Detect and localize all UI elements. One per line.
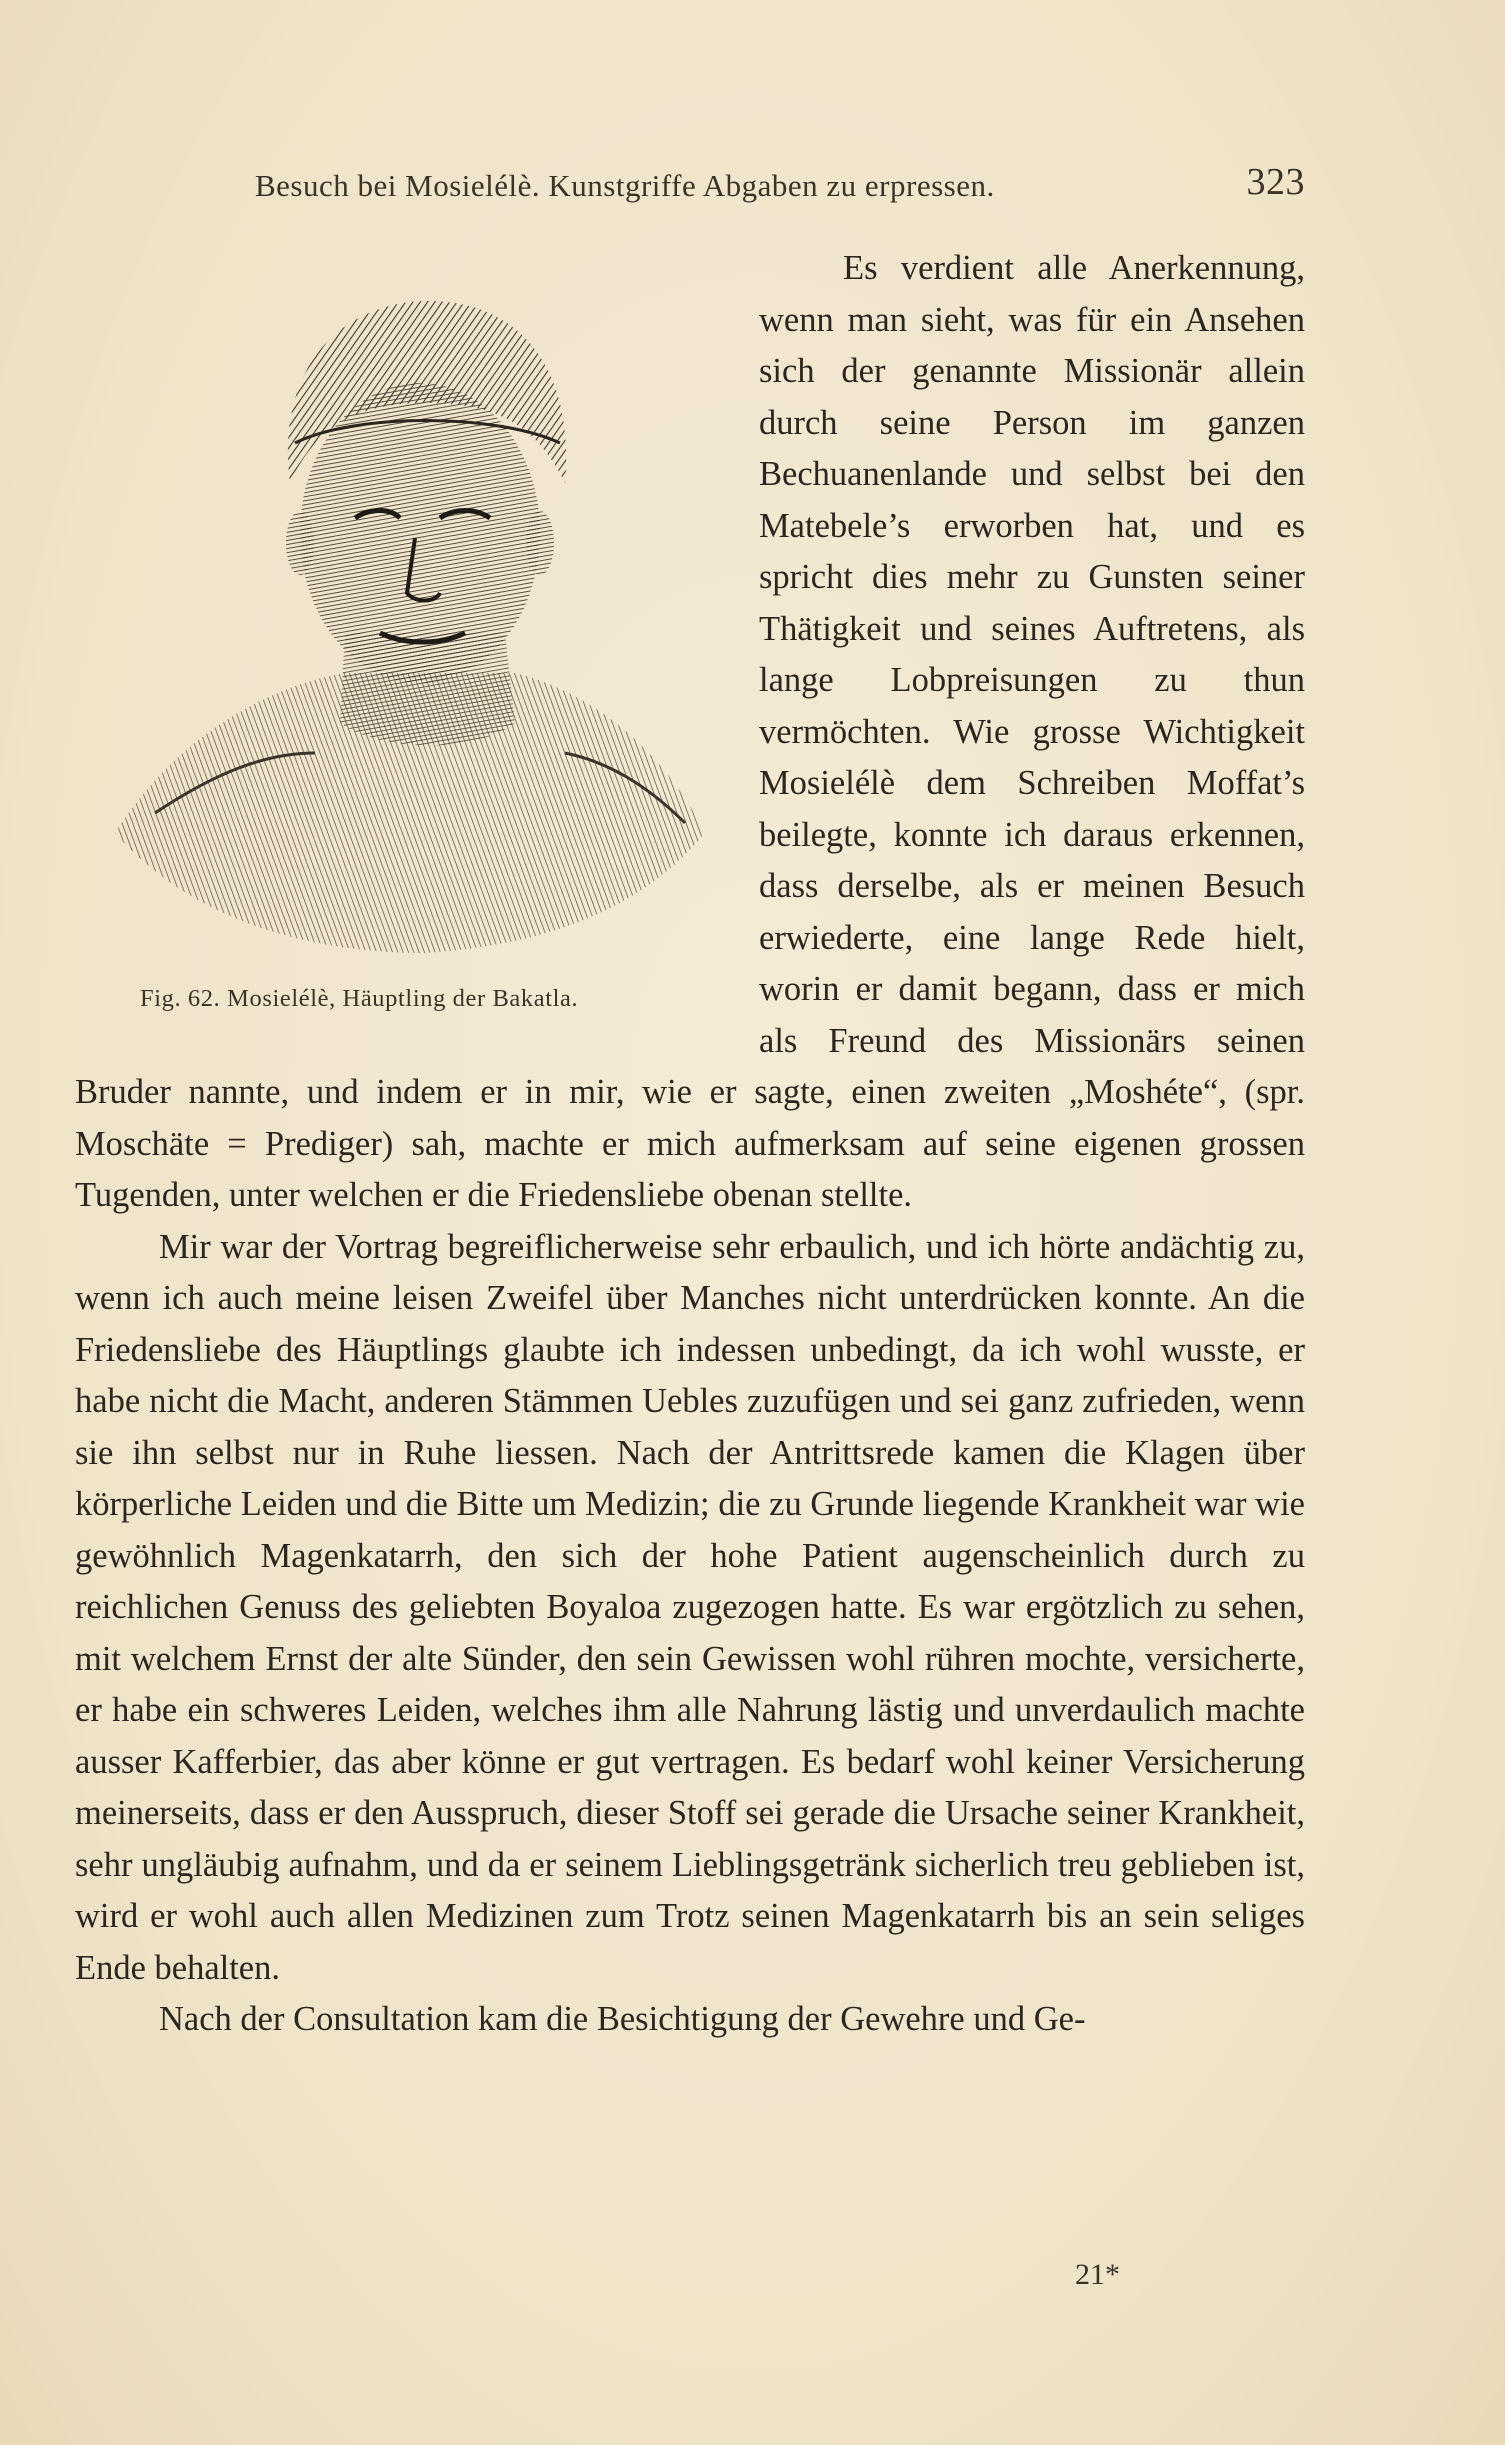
paragraph-3: Nach der Consultation kam die Besichtigung der Gewehre und Ge- (159, 2000, 1086, 2038)
running-head (255, 160, 1305, 220)
figure-caption: Fig. 62. Mosielélè, Häuptling der Bakatla. (140, 985, 579, 1012)
figure-62 (75, 243, 715, 1053)
running-title: Besuch bei Mosielélè. Kunstgriffe Abgaben zu erpressen. (255, 168, 995, 203)
paragraph-1: Es verdient alle Anerkennung, wenn man sieht, was für ein Ansehen sich der genannte Missionär allein durch seine Person im ganzen Bechuanenlande und selbst bei den Matebele’s erworben hat, und es spricht dies mehr zu Gunsten seiner Thätigkeit und seines Auftretens, als lange Lobpreisungen zu thun vermöchten. Wie grosse Wichtigkeit Mosielélè dem Schreiben Moffat’s beilegte, konnte ich daraus erkennen, dass derselbe, als er meinen Besuch erwiederte, eine lange Rede hielt, worin er damit begann, dass er mich als Freund des Missionärs seinen Bruder nannte, und indem er in mir, wie er sagte, einen zweiten „Moshéte“, (spr. Moschäte = Prediger) sah, machte er mich aufmerksam auf seine eigenen grossen Tugenden, unter welchen er die Friedensliebe obenan stellte. (75, 249, 1305, 1214)
paragraph-2: Mir war der Vortrag begreiflicherweise sehr erbaulich, und ich hörte andächtig zu, wenn ich auch meine leisen Zweifel über Manches nicht unterdrücken konnte. An die Friedensliebe des Häuptlings glaubte ich indessen unbedingt, da ich wohl wusste, er habe nicht die Macht, anderen Stämmen Uebles zuzufügen und sei ganz zufrieden, wenn sie ihn selbst nur in Ruhe liessen. Nach der Antrittsrede kamen die Klagen über körperliche Leiden und die Bitte um Medizin; die zu Grunde liegende Krankheit war wie gewöhnlich Magenkatarrh, den sich der hohe Patient augenscheinlich durch zu reichlichen Genuss des geliebten Boyaloa zugezogen hatte. Es war ergötzlich zu sehen, mit welchem Ernst der alte Sünder, den sein Gewissen wohl rühren mochte, versicherte, er habe ein schweres Leiden, welches ihm alle Nahrung lästig und unverdaulich machte ausser Kafferbier, das aber könne er gut vertragen. Es bedarf wohl keiner Versicherung meinerseits, dass er den Ausspruch, dieser Stoff sei gerade die Ursache seiner Krankheit, sehr ungläubig aufnahm, und da er seinem Lieblingsgetränk sicherlich treu geblieben ist, wird er wohl auch allen Medizinen zum Trotz seinen Magenkatarrh bis an sein seliges Ende behalten. (75, 1227, 1305, 1987)
page-number: 323 (1246, 161, 1305, 203)
body-text (75, 243, 1305, 2046)
signature-mark: 21* (1075, 2258, 1120, 2291)
portrait-engraving (95, 253, 715, 963)
